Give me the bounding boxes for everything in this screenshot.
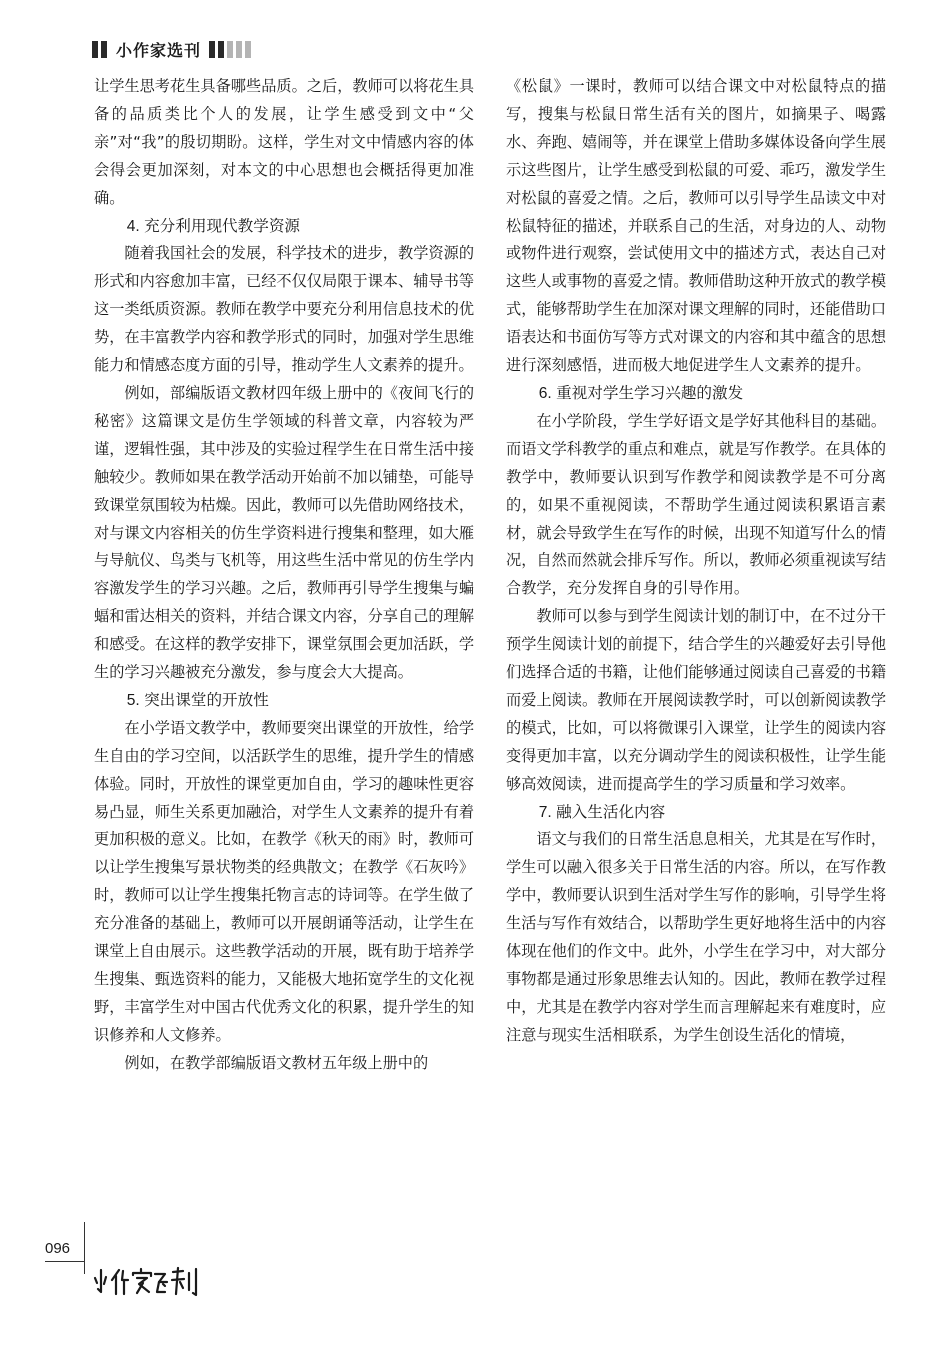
right-column <box>506 73 886 1050</box>
paragraph: 例如，在教学部编版语文教材五年级上册中的 <box>124 1053 429 1072</box>
journal-title: 小作家选刊 <box>116 40 202 60</box>
paragraph: 语文与我们的日常生活息息相关，尤其是在写作时，学生可以融入很多关于日常生活的内容。所以，在写作教学中，教师要认识到生活对学生写作的影响，引导学生将生活与写作有效结合，以帮助学生更好地将生活中的内容体现在他们的作文中。此外，小学生在学习中，对大部分事物都是通过形象思维去认知的。因此，教师在教学过程中，尤其是在教学内容对学生而言理解起来有难度时，应注意与现实生活相联系，为学生创设生活化的情境， <box>506 830 886 1044</box>
header-bar-decoration <box>92 41 98 58</box>
header-bar-decoration <box>209 41 215 58</box>
paragraph: 《松鼠》一课时，教师可以结合课文中对松鼠特点的描写，搜集与松鼠日常生活有关的图片，如摘果子、喝露水、奔跑、嬉闹等，并在课堂上借助多媒体设备向学生展示这些图片，让学生感受到松鼠的可爱、乖巧，激发学生对松鼠的喜爱之情。之后，教师可以引导学生品读文中对松鼠特征的描述，并联系自己的生活，对身边的人、动物或物件进行观察，尝试使用文中的描述方式，表达自己对这些人或事物的喜爱之情。教师借助这种开放式的教学模式，能够帮助学生在加深对课文理解的同时，还能借助口语表达和书面仿写等方式对课文的内容和其中蕴含的思想进行深刻感悟，进而极大地促进学生人文素养的提升。 <box>506 77 886 375</box>
section-heading: 6. 重视对学生学习兴趣的激发 <box>538 384 744 402</box>
header-bar-decoration <box>227 41 233 58</box>
section-heading: 7. 融入生活化内容 <box>538 803 666 821</box>
paragraph: 在小学语文教学中，教师要突出课堂的开放性，给学生自由的学习空间，以活跃学生的思维，提升学生的情感体验。同时，开放性的课堂更加自由，学习的趣味性更容易凸显，师生关系更加融洽，对学生人文素养的提升有着更加积极的意义。比如，在教学《秋天的雨》时，教师可以让学生搜集写景状物类的经典散文；在教学《石灰吟》时，教师可以让学生搜集托物言志的诗词等。在学生做了充分准备的基础上，教师可以开展朗诵等活动，让学生在课堂上自由展示。这些教学活动的开展，既有助于培养学生搜集、甄选资料的能力，又能极大地拓宽学生的文化视野，丰富学生对中国古代优秀文化的积累，提升学生的知识修养和人文修养。 <box>94 718 474 1044</box>
footer-vertical-rule <box>84 1222 85 1274</box>
header-bar-decoration <box>101 41 107 58</box>
header-bar-decoration <box>236 41 242 58</box>
journal-calligraphy-logo <box>93 1266 203 1298</box>
paragraph: 随着我国社会的发展，科学技术的进步，教学资源的形式和内容愈加丰富，已经不仅仅局限于课本、辅导书等这一类纸质资源。教师在教学中要充分利用信息技术的优势，在丰富教学内容和教学形式的同时，加强对学生思维能力和情感态度方面的引导，推动学生人文素养的提升。 <box>94 244 474 375</box>
running-header <box>92 34 254 64</box>
page-number: 096 <box>45 1240 71 1257</box>
footer-horizontal-rule <box>45 1261 85 1262</box>
paragraph: 教师可以参与到学生阅读计划的制订中，在不过分干预学生阅读计划的前提下，结合学生的兴趣爱好去引导他们选择合适的书籍，让他们能够通过阅读自己喜爱的书籍而爱上阅读。教师在开展阅读教学时，可以创新阅读教学的模式，比如，可以将微课引入课堂，让学生的阅读内容变得更加丰富，以充分调动学生的阅读积极性，让学生能够高效阅读，进而提高学生的学习质量和学习效率。 <box>506 607 886 793</box>
paragraph: 在小学阶段，学生学好语文是学好其他科目的基础。而语文学科教学的重点和难点，就是写作教学。在具体的教学中，教师要认识到写作教学和阅读教学是不可分离的，如果不重视阅读，不帮助学生通过阅读积累语言素材，就会导致学生在写作的时候，出现不知道写什么的情况，自然而然就会排斥写作。所以，教师必须重视读写结合教学，充分发挥自身的引导作用。 <box>506 411 886 598</box>
section-heading: 4. 充分利用现代教学资源 <box>126 217 301 235</box>
header-bar-decoration <box>245 41 251 58</box>
paragraph: 例如，部编版语文教材四年级上册中的《夜间飞行的秘密》这篇课文是仿生学领域的科普文章，内容较为严谨，逻辑性强，其中涉及的实验过程学生在日常生活中接触较少。教师如果在教学活动开始前不加以铺垫，可能导致课堂氛围较为枯燥。因此，教师可以先借助网络技术，对与课文内容相关的仿生学资料进行搜集和整理，如大雁与导航仪、鸟类与飞机等，用这些生活中常见的仿生学内容激发学生的学习兴趣。之后，教师再引导学生搜集与蝙蝠和雷达相关的资料，并结合课文内容，分享自己的理解和感受。在这样的教学安排下，课堂氛围会更加活跃，学生的学习兴趣被充分激发，参与度会大大提高。 <box>94 383 474 682</box>
left-column <box>94 73 474 1078</box>
header-bar-decoration <box>218 41 224 58</box>
section-heading: 5. 突出课堂的开放性 <box>126 691 269 709</box>
paragraph: 让学生思考花生具备哪些品质。之后，教师可以将花生具备的品质类比个人的发展，让学生感受到文中“父亲”对“我”的殷切期盼。这样，学生对文中情感内容的体会得会更加深刻，对本文的中心思想也会概括得更加准确。 <box>94 77 474 207</box>
